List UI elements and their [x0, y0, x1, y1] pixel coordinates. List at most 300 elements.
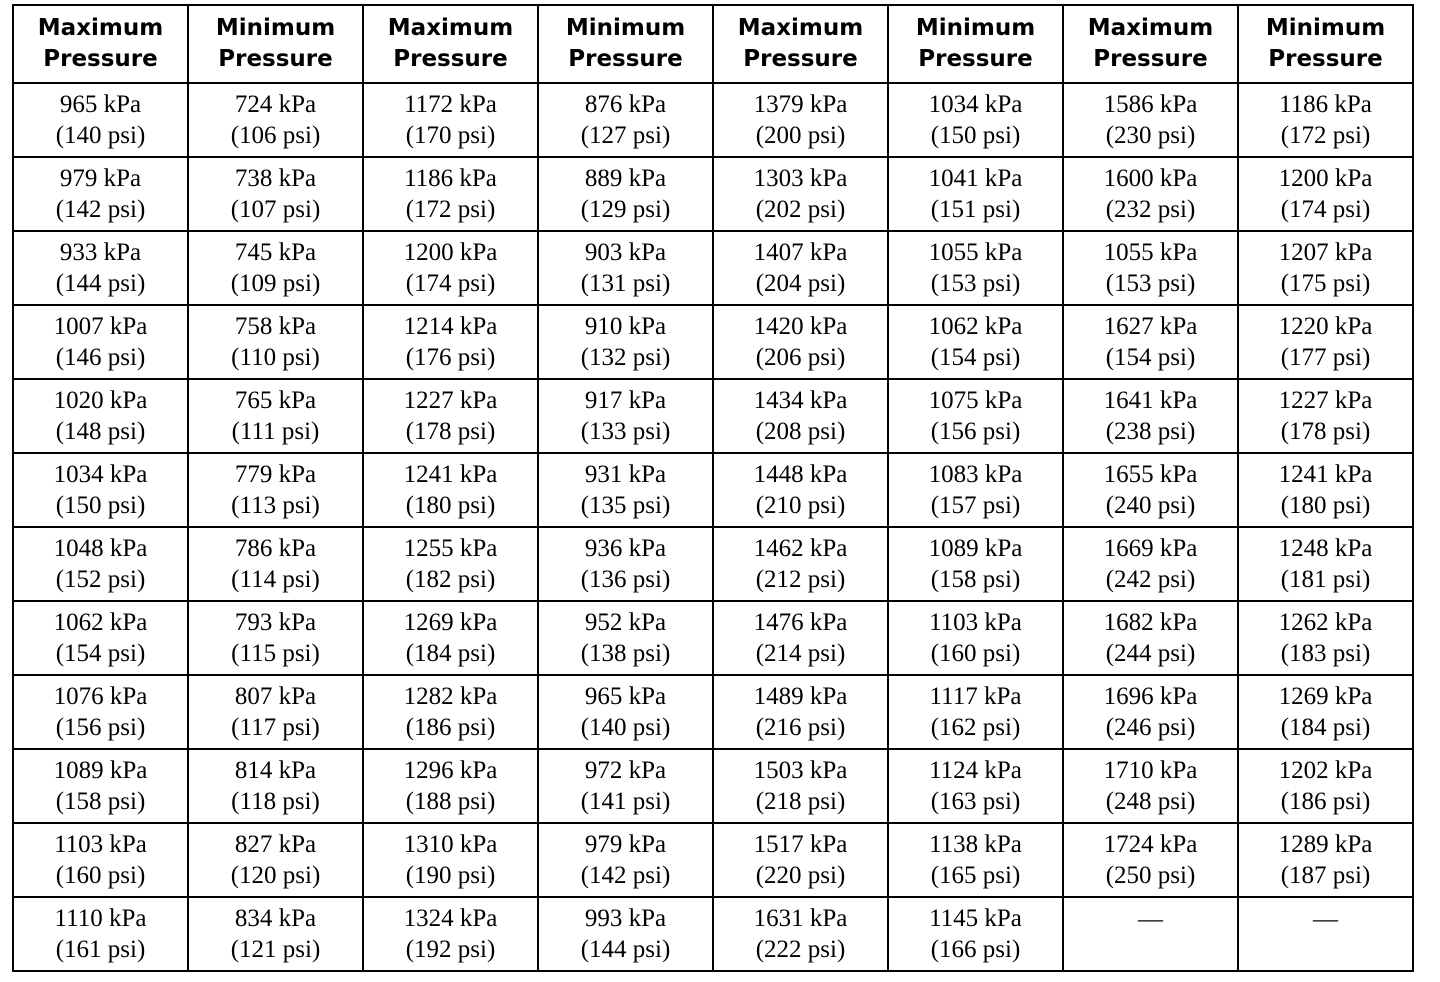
column-header-line2: Pressure	[1268, 46, 1383, 72]
table-cell	[1063, 379, 1238, 453]
kpa-value: 910 kPa	[584, 313, 667, 340]
psi-value: (151 psi)	[930, 196, 1021, 223]
kpa-value: 1696 kPa	[1103, 683, 1198, 710]
kpa-value: 1227 kPa	[1278, 387, 1373, 414]
column-header	[13, 5, 188, 83]
psi-value: (178 psi)	[1280, 418, 1371, 445]
kpa-value: 965 kPa	[584, 683, 667, 710]
kpa-value: 1682 kPa	[1103, 609, 1198, 636]
table-cell	[1238, 527, 1413, 601]
kpa-value: 1262 kPa	[1278, 609, 1373, 636]
table-cell	[713, 305, 888, 379]
table-cell	[538, 379, 713, 453]
table-row	[13, 675, 1413, 749]
table-cell	[1063, 527, 1238, 601]
psi-value: (152 psi)	[55, 566, 146, 593]
table-cell	[1238, 675, 1413, 749]
table-cell	[1238, 897, 1413, 971]
table-cell	[363, 749, 538, 823]
psi-value: (158 psi)	[930, 566, 1021, 593]
kpa-value: 1138 kPa	[929, 831, 1022, 858]
psi-value: (154 psi)	[1105, 344, 1196, 371]
table-cell	[888, 379, 1063, 453]
kpa-value: 876 kPa	[584, 91, 667, 118]
kpa-value: 1089 kPa	[53, 757, 148, 784]
column-header-line2: Pressure	[743, 46, 858, 72]
psi-value: (154 psi)	[55, 640, 146, 667]
kpa-value: 1207 kPa	[1278, 239, 1373, 266]
pressure-table-container	[12, 4, 1414, 970]
kpa-value: 1227 kPa	[403, 387, 498, 414]
table-cell	[1063, 231, 1238, 305]
column-header-line1: Maximum	[1087, 15, 1214, 41]
psi-value: (158 psi)	[55, 788, 146, 815]
header-row	[13, 5, 1413, 83]
psi-value: (110 psi)	[231, 344, 320, 371]
psi-value: (204 psi)	[755, 270, 846, 297]
table-cell	[713, 83, 888, 157]
psi-value: (222 psi)	[755, 936, 846, 963]
kpa-value: 1379 kPa	[753, 91, 848, 118]
kpa-value: 738 kPa	[234, 165, 317, 192]
column-header-line1: Maximum	[387, 15, 514, 41]
column-header-line2: Pressure	[918, 46, 1033, 72]
table-cell	[1063, 823, 1238, 897]
table-cell	[363, 379, 538, 453]
psi-value: (200 psi)	[755, 122, 846, 149]
psi-value: (163 psi)	[930, 788, 1021, 815]
kpa-value: 758 kPa	[234, 313, 317, 340]
kpa-value: 1255 kPa	[403, 535, 498, 562]
table-cell	[538, 83, 713, 157]
psi-value: (165 psi)	[930, 862, 1021, 889]
kpa-value: 1020 kPa	[53, 387, 148, 414]
psi-value: (212 psi)	[755, 566, 846, 593]
psi-value: (176 psi)	[405, 344, 496, 371]
table-cell	[538, 897, 713, 971]
psi-value: (107 psi)	[230, 196, 321, 223]
kpa-value: 1476 kPa	[753, 609, 848, 636]
table-cell	[1238, 749, 1413, 823]
kpa-value: 1724 kPa	[1103, 831, 1198, 858]
kpa-value: 1324 kPa	[403, 905, 498, 932]
psi-value: (161 psi)	[55, 936, 146, 963]
table-cell	[13, 749, 188, 823]
table-cell	[1063, 305, 1238, 379]
psi-value: (141 psi)	[580, 788, 671, 815]
table-cell	[888, 83, 1063, 157]
kpa-value: 1655 kPa	[1103, 461, 1198, 488]
psi-value: (109 psi)	[230, 270, 321, 297]
kpa-value: 1503 kPa	[753, 757, 848, 784]
column-header-line1: Minimum	[1265, 15, 1386, 41]
kpa-value: 1145 kPa	[929, 905, 1022, 932]
psi-value: (182 psi)	[405, 566, 496, 593]
table-cell	[713, 897, 888, 971]
table-cell	[188, 749, 363, 823]
table-cell	[713, 453, 888, 527]
table-cell	[713, 527, 888, 601]
kpa-value: 979 kPa	[59, 165, 142, 192]
table-cell	[1238, 823, 1413, 897]
kpa-value: 1462 kPa	[753, 535, 848, 562]
table-cell	[1063, 601, 1238, 675]
kpa-value: 1062 kPa	[928, 313, 1023, 340]
kpa-value: 1186 kPa	[404, 165, 497, 192]
table-cell	[13, 897, 188, 971]
empty-cell-dash: —	[1138, 905, 1163, 933]
table-cell	[188, 453, 363, 527]
psi-value: (181 psi)	[1280, 566, 1371, 593]
table-cell	[1063, 83, 1238, 157]
table-cell	[363, 675, 538, 749]
table-cell	[888, 527, 1063, 601]
table-row	[13, 897, 1413, 971]
table-cell	[13, 157, 188, 231]
table-cell	[188, 83, 363, 157]
table-row	[13, 379, 1413, 453]
table-cell	[1238, 157, 1413, 231]
table-cell	[713, 157, 888, 231]
psi-value: (184 psi)	[405, 640, 496, 667]
pressure-table	[12, 4, 1414, 972]
column-header-line1: Minimum	[215, 15, 336, 41]
kpa-value: 1627 kPa	[1103, 313, 1198, 340]
table-cell	[188, 527, 363, 601]
kpa-value: 933 kPa	[59, 239, 142, 266]
table-cell	[188, 157, 363, 231]
table-cell	[538, 749, 713, 823]
table-cell	[538, 527, 713, 601]
table-cell	[1063, 897, 1238, 971]
table-cell	[188, 305, 363, 379]
psi-value: (117 psi)	[231, 714, 320, 741]
kpa-value: 1296 kPa	[403, 757, 498, 784]
table-cell	[888, 157, 1063, 231]
psi-value: (142 psi)	[55, 196, 146, 223]
psi-value: (248 psi)	[1105, 788, 1196, 815]
column-header-line1: Minimum	[565, 15, 686, 41]
table-cell	[188, 897, 363, 971]
psi-value: (214 psi)	[755, 640, 846, 667]
table-row	[13, 527, 1413, 601]
psi-value: (148 psi)	[55, 418, 146, 445]
psi-value: (172 psi)	[1280, 122, 1371, 149]
kpa-value: 1310 kPa	[403, 831, 498, 858]
column-header	[888, 5, 1063, 83]
psi-value: (106 psi)	[230, 122, 321, 149]
kpa-value: 1055 kPa	[1103, 239, 1198, 266]
table-row	[13, 823, 1413, 897]
table-header	[13, 5, 1413, 83]
column-header-line1: Maximum	[37, 15, 164, 41]
kpa-value: 1117 kPa	[929, 683, 1022, 710]
kpa-value: 1269 kPa	[1278, 683, 1373, 710]
psi-value: (174 psi)	[1280, 196, 1371, 223]
table-cell	[188, 231, 363, 305]
kpa-value: 1669 kPa	[1103, 535, 1198, 562]
table-cell	[13, 379, 188, 453]
kpa-value: 1600 kPa	[1103, 165, 1198, 192]
table-cell	[888, 675, 1063, 749]
table-cell	[888, 823, 1063, 897]
kpa-value: 903 kPa	[584, 239, 667, 266]
psi-value: (129 psi)	[580, 196, 671, 223]
table-cell	[13, 83, 188, 157]
table-cell	[538, 231, 713, 305]
table-cell	[188, 601, 363, 675]
kpa-value: 1586 kPa	[1103, 91, 1198, 118]
kpa-value: 1110 kPa	[54, 905, 147, 932]
table-cell	[13, 601, 188, 675]
table-cell	[13, 453, 188, 527]
kpa-value: 1269 kPa	[403, 609, 498, 636]
table-cell	[713, 675, 888, 749]
kpa-value: 779 kPa	[234, 461, 317, 488]
kpa-value: 1041 kPa	[928, 165, 1023, 192]
table-cell	[888, 231, 1063, 305]
table-cell	[538, 157, 713, 231]
kpa-value: 1282 kPa	[403, 683, 498, 710]
psi-value: (113 psi)	[231, 492, 320, 519]
kpa-value: 1007 kPa	[53, 313, 148, 340]
kpa-value: 1489 kPa	[753, 683, 848, 710]
kpa-value: 1172 kPa	[404, 91, 497, 118]
table-cell	[888, 305, 1063, 379]
psi-value: (180 psi)	[1280, 492, 1371, 519]
psi-value: (142 psi)	[580, 862, 671, 889]
column-header	[713, 5, 888, 83]
table-row	[13, 601, 1413, 675]
table-cell	[1063, 157, 1238, 231]
psi-value: (192 psi)	[405, 936, 496, 963]
kpa-value: 1048 kPa	[53, 535, 148, 562]
table-cell	[713, 601, 888, 675]
table-cell	[888, 897, 1063, 971]
psi-value: (186 psi)	[1280, 788, 1371, 815]
psi-value: (140 psi)	[580, 714, 671, 741]
psi-value: (140 psi)	[55, 122, 146, 149]
psi-value: (184 psi)	[1280, 714, 1371, 741]
psi-value: (131 psi)	[580, 270, 671, 297]
kpa-value: 1289 kPa	[1278, 831, 1373, 858]
table-cell	[1063, 453, 1238, 527]
kpa-value: 1407 kPa	[753, 239, 848, 266]
table-cell	[538, 601, 713, 675]
kpa-value: 1220 kPa	[1278, 313, 1373, 340]
kpa-value: 1186 kPa	[1279, 91, 1372, 118]
psi-value: (202 psi)	[755, 196, 846, 223]
column-header	[1238, 5, 1413, 83]
kpa-value: 1202 kPa	[1278, 757, 1373, 784]
kpa-value: 917 kPa	[584, 387, 667, 414]
table-cell	[363, 305, 538, 379]
psi-value: (150 psi)	[930, 122, 1021, 149]
table-cell	[1238, 231, 1413, 305]
table-cell	[13, 527, 188, 601]
table-cell	[13, 305, 188, 379]
psi-value: (121 psi)	[230, 936, 321, 963]
psi-value: (144 psi)	[55, 270, 146, 297]
psi-value: (136 psi)	[580, 566, 671, 593]
table-cell	[538, 305, 713, 379]
psi-value: (133 psi)	[580, 418, 671, 445]
table-cell	[1238, 305, 1413, 379]
table-cell	[713, 379, 888, 453]
kpa-value: 993 kPa	[584, 905, 667, 932]
table-row	[13, 749, 1413, 823]
kpa-value: 834 kPa	[234, 905, 317, 932]
psi-value: (138 psi)	[580, 640, 671, 667]
kpa-value: 807 kPa	[234, 683, 317, 710]
kpa-value: 1448 kPa	[753, 461, 848, 488]
table-cell	[188, 379, 363, 453]
table-cell	[188, 823, 363, 897]
psi-value: (154 psi)	[930, 344, 1021, 371]
psi-value: (210 psi)	[755, 492, 846, 519]
psi-value: (216 psi)	[755, 714, 846, 741]
kpa-value: 1089 kPa	[928, 535, 1023, 562]
kpa-value: 1517 kPa	[753, 831, 848, 858]
column-header	[1063, 5, 1238, 83]
kpa-value: 965 kPa	[59, 91, 142, 118]
column-header-line1: Maximum	[737, 15, 864, 41]
table-cell	[363, 601, 538, 675]
table-cell	[188, 675, 363, 749]
table-row	[13, 157, 1413, 231]
table-cell	[1238, 601, 1413, 675]
table-cell	[538, 453, 713, 527]
psi-value: (180 psi)	[405, 492, 496, 519]
psi-value: (166 psi)	[930, 936, 1021, 963]
psi-value: (160 psi)	[55, 862, 146, 889]
kpa-value: 1420 kPa	[753, 313, 848, 340]
kpa-value: 1062 kPa	[53, 609, 148, 636]
psi-value: (177 psi)	[1280, 344, 1371, 371]
table-cell	[1238, 379, 1413, 453]
kpa-value: 827 kPa	[234, 831, 317, 858]
psi-value: (132 psi)	[580, 344, 671, 371]
psi-value: (242 psi)	[1105, 566, 1196, 593]
psi-value: (174 psi)	[405, 270, 496, 297]
psi-value: (178 psi)	[405, 418, 496, 445]
table-cell	[363, 823, 538, 897]
kpa-value: 1200 kPa	[403, 239, 498, 266]
psi-value: (190 psi)	[405, 862, 496, 889]
kpa-value: 1103 kPa	[54, 831, 147, 858]
column-header	[538, 5, 713, 83]
psi-value: (238 psi)	[1105, 418, 1196, 445]
psi-value: (170 psi)	[405, 122, 496, 149]
table-cell	[13, 675, 188, 749]
table-cell	[888, 453, 1063, 527]
kpa-value: 1434 kPa	[753, 387, 848, 414]
column-header-line2: Pressure	[568, 46, 683, 72]
psi-value: (111 psi)	[231, 418, 320, 445]
table-cell	[713, 823, 888, 897]
kpa-value: 936 kPa	[584, 535, 667, 562]
table-row	[13, 453, 1413, 527]
psi-value: (220 psi)	[755, 862, 846, 889]
column-header-line2: Pressure	[1093, 46, 1208, 72]
kpa-value: 1055 kPa	[928, 239, 1023, 266]
table-cell	[363, 157, 538, 231]
psi-value: (232 psi)	[1105, 196, 1196, 223]
kpa-value: 1200 kPa	[1278, 165, 1373, 192]
psi-value: (250 psi)	[1105, 862, 1196, 889]
column-header-line2: Pressure	[218, 46, 333, 72]
kpa-value: 931 kPa	[584, 461, 667, 488]
psi-value: (160 psi)	[930, 640, 1021, 667]
column-header-line2: Pressure	[43, 46, 158, 72]
psi-value: (218 psi)	[755, 788, 846, 815]
psi-value: (156 psi)	[930, 418, 1021, 445]
kpa-value: 972 kPa	[584, 757, 667, 784]
table-cell	[363, 897, 538, 971]
psi-value: (157 psi)	[930, 492, 1021, 519]
psi-value: (120 psi)	[230, 862, 321, 889]
table-cell	[713, 231, 888, 305]
table-cell	[363, 453, 538, 527]
table-cell	[713, 749, 888, 823]
table-cell	[363, 231, 538, 305]
psi-value: (156 psi)	[55, 714, 146, 741]
psi-value: (127 psi)	[580, 122, 671, 149]
column-header-line1: Minimum	[915, 15, 1036, 41]
kpa-value: 745 kPa	[234, 239, 317, 266]
kpa-value: 1075 kPa	[928, 387, 1023, 414]
kpa-value: 1214 kPa	[403, 313, 498, 340]
kpa-value: 1631 kPa	[753, 905, 848, 932]
kpa-value: 724 kPa	[234, 91, 317, 118]
kpa-value: 1076 kPa	[53, 683, 148, 710]
kpa-value: 1248 kPa	[1278, 535, 1373, 562]
column-header	[188, 5, 363, 83]
psi-value: (208 psi)	[755, 418, 846, 445]
table-cell	[1063, 675, 1238, 749]
table-body	[13, 83, 1413, 971]
kpa-value: 1641 kPa	[1103, 387, 1198, 414]
psi-value: (188 psi)	[405, 788, 496, 815]
psi-value: (230 psi)	[1105, 122, 1196, 149]
psi-value: (172 psi)	[405, 196, 496, 223]
table-cell	[888, 601, 1063, 675]
kpa-value: 1034 kPa	[928, 91, 1023, 118]
table-cell	[13, 231, 188, 305]
psi-value: (115 psi)	[231, 640, 320, 667]
kpa-value: 814 kPa	[234, 757, 317, 784]
psi-value: (153 psi)	[1105, 270, 1196, 297]
kpa-value: 793 kPa	[234, 609, 317, 636]
table-cell	[1238, 453, 1413, 527]
psi-value: (186 psi)	[405, 714, 496, 741]
table-cell	[888, 749, 1063, 823]
psi-value: (246 psi)	[1105, 714, 1196, 741]
column-header-line2: Pressure	[393, 46, 508, 72]
column-header	[363, 5, 538, 83]
table-cell	[538, 675, 713, 749]
kpa-value: 979 kPa	[584, 831, 667, 858]
psi-value: (244 psi)	[1105, 640, 1196, 667]
psi-value: (175 psi)	[1280, 270, 1371, 297]
psi-value: (183 psi)	[1280, 640, 1371, 667]
table-cell	[363, 83, 538, 157]
table-cell	[1063, 749, 1238, 823]
table-cell	[363, 527, 538, 601]
kpa-value: 786 kPa	[234, 535, 317, 562]
table-row	[13, 231, 1413, 305]
kpa-value: 952 kPa	[584, 609, 667, 636]
